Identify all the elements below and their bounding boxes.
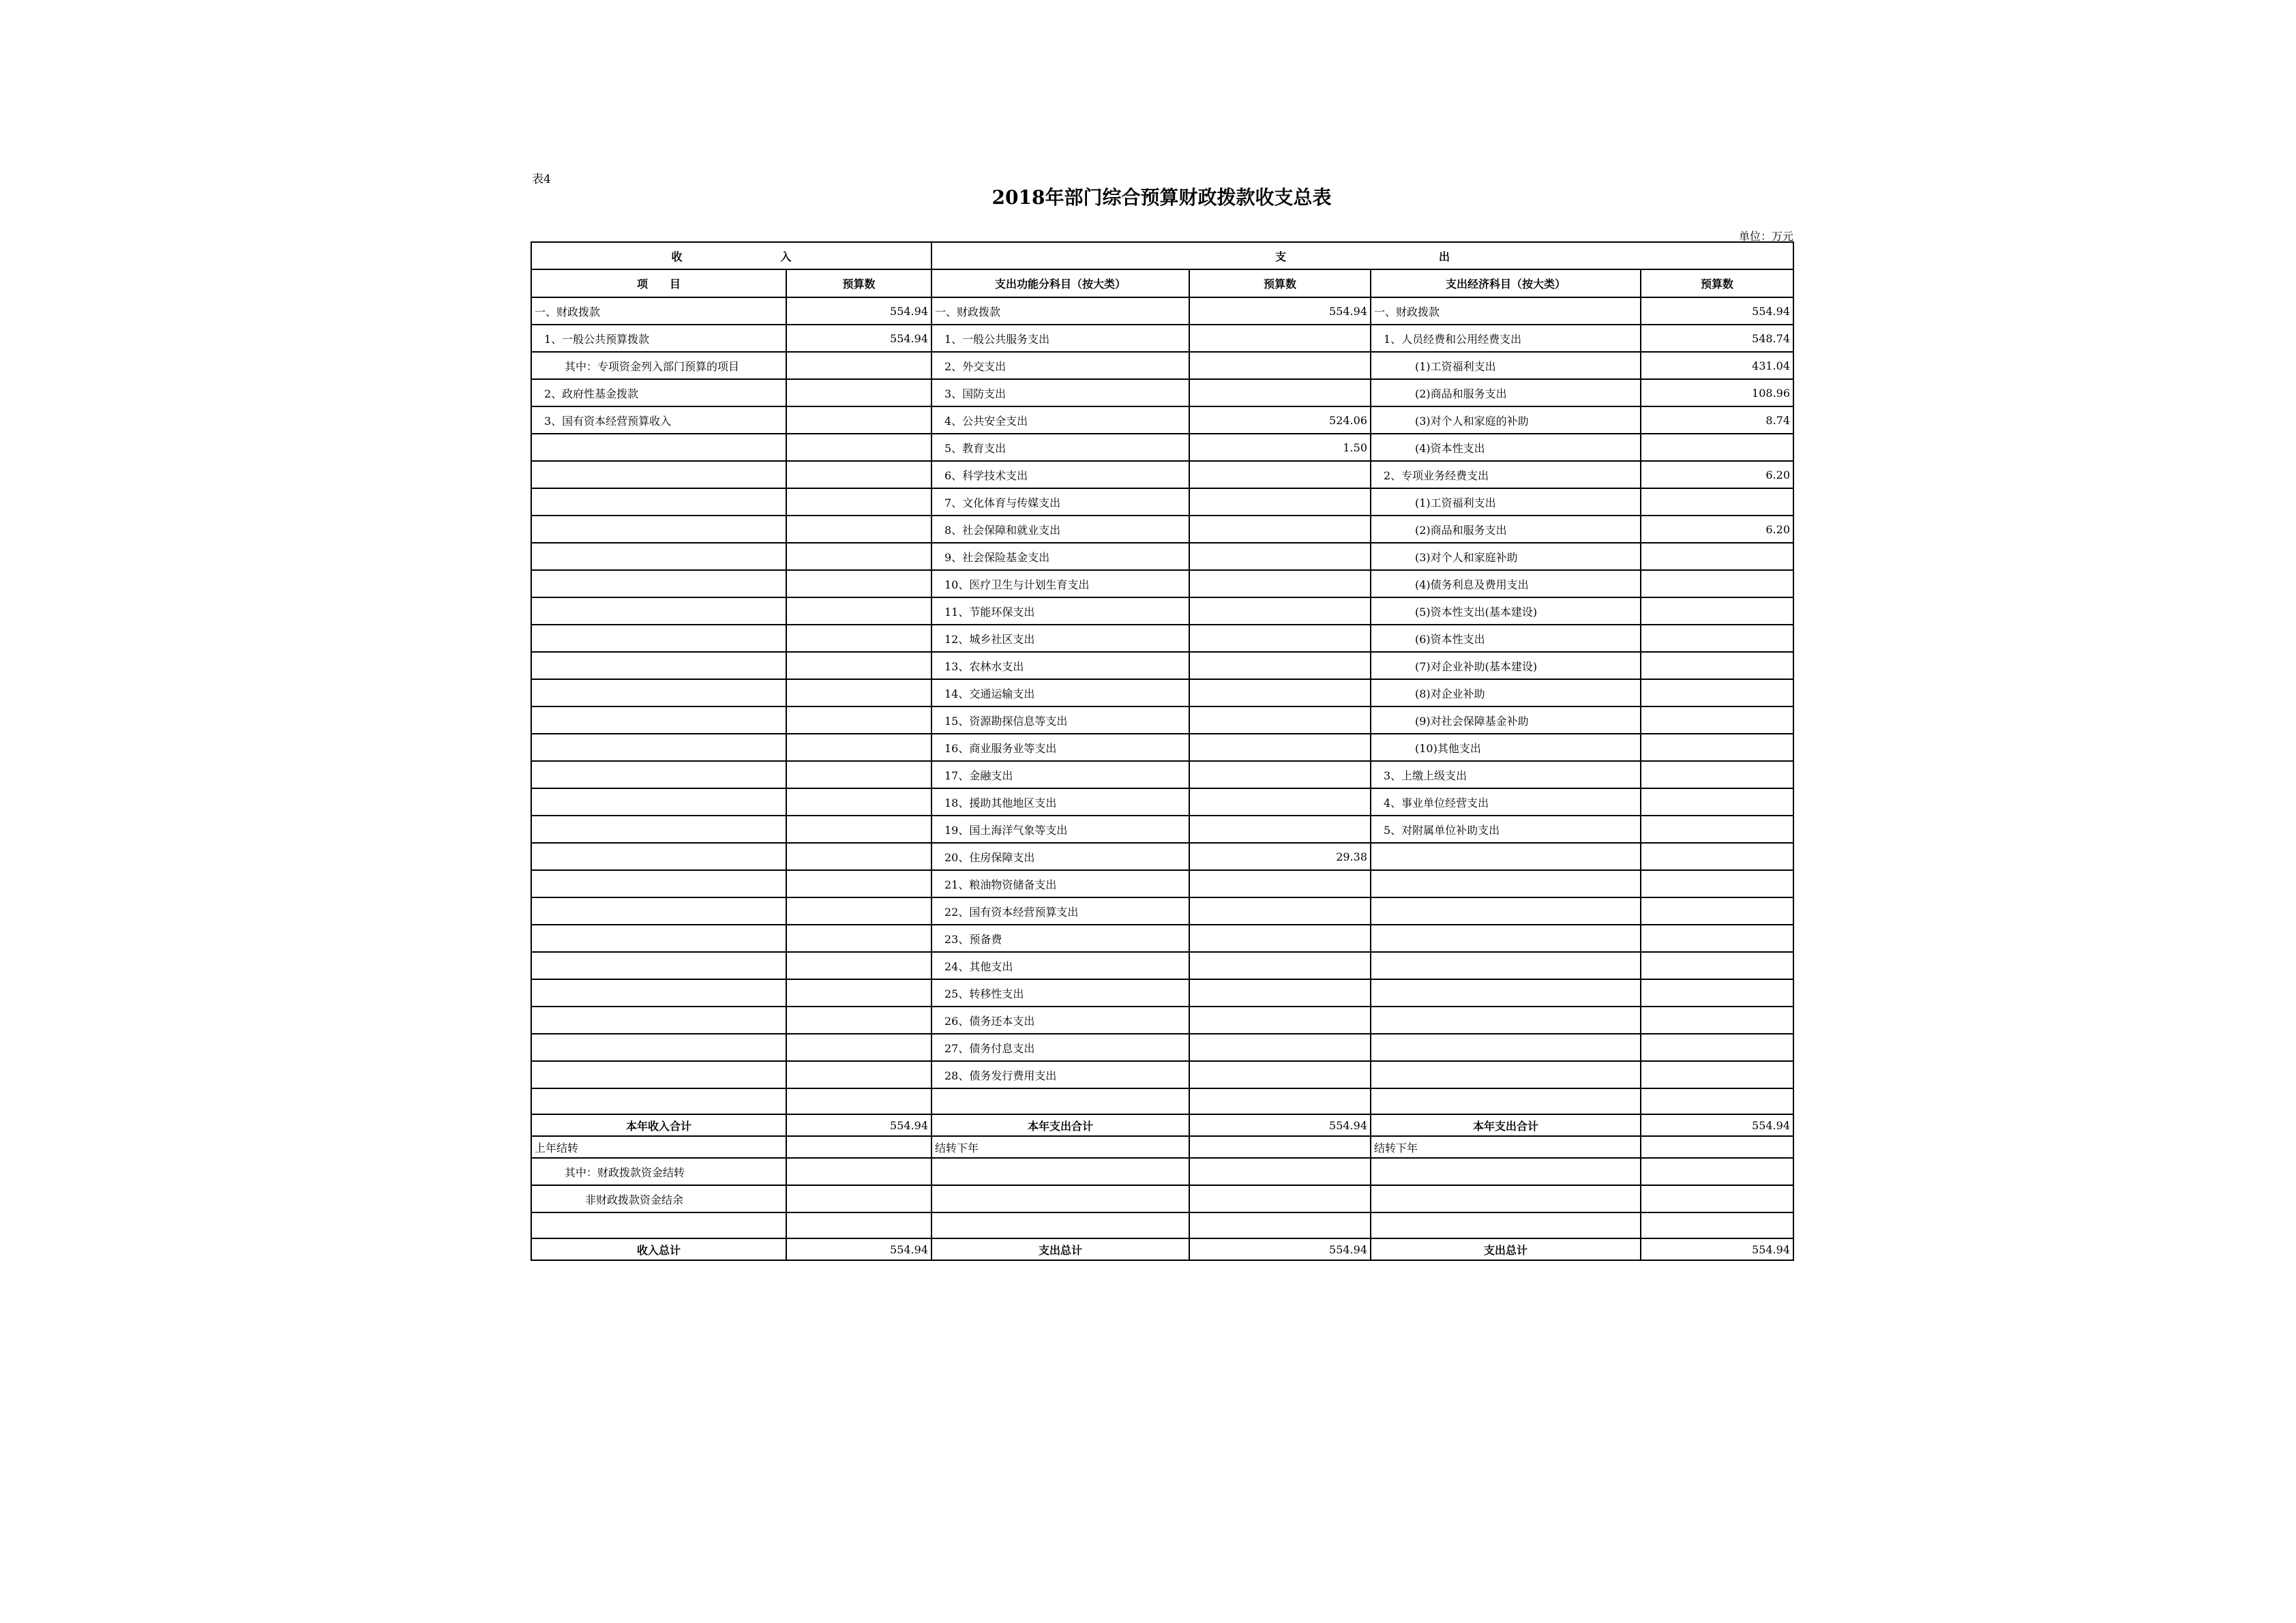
income-amount-cell (786, 625, 931, 652)
econ-amount-cell: 548.74 (1641, 325, 1793, 352)
blank-row (531, 1212, 1793, 1238)
table-row (531, 816, 1793, 843)
income-item-cell (531, 925, 786, 952)
econ-item-cell: 2、专项业务经费支出 (1371, 461, 1641, 488)
income-amount-cell (786, 952, 931, 979)
income-amount-cell (786, 570, 931, 597)
func-amount-cell (1189, 679, 1371, 706)
func-item-cell: 9、社会保险基金支出 (931, 543, 1189, 570)
income-amount-cell (786, 406, 931, 434)
econ-amount-cell (1641, 897, 1793, 925)
econ-amount-cell (1641, 679, 1793, 706)
econ-amount-cell (1641, 652, 1793, 679)
func-item-cell: 11、节能环保支出 (931, 597, 1189, 625)
econ-item-cell: (8)对企业补助 (1371, 679, 1641, 706)
econ-item-cell: (10)其他支出 (1371, 734, 1641, 761)
econ-grand-total-amount: 554.94 (1641, 1238, 1793, 1260)
blank-cell (531, 1212, 786, 1238)
func-amount-cell (1189, 1034, 1371, 1061)
econ-amount-cell: 108.96 (1641, 379, 1793, 406)
func-item-cell: 12、城乡社区支出 (931, 625, 1189, 652)
table-row (531, 325, 1793, 352)
income-item-cell (531, 1061, 786, 1088)
func-amount-cell (1189, 516, 1371, 543)
func-item-cell: 17、金融支出 (931, 761, 1189, 788)
econ-amount-cell (1641, 570, 1793, 597)
income-amount-cell (786, 1061, 931, 1088)
func-year-total-amount: 554.94 (1189, 1114, 1371, 1136)
income-amount-cell (786, 516, 931, 543)
carry-row (531, 1136, 1793, 1158)
econ-amount-cell (1641, 843, 1793, 870)
table-row (531, 1061, 1793, 1088)
table-row (531, 625, 1793, 652)
income-non-fiscal-label: 非财政拨款资金结余 (531, 1185, 786, 1212)
income-item-cell (531, 516, 786, 543)
econ-amount-cell (1641, 597, 1793, 625)
econ-item-cell: (5)资本性支出(基本建设) (1371, 597, 1641, 625)
unit-label: 单位：万元 (1738, 230, 1793, 243)
econ-item-cell: (2)商品和服务支出 (1371, 379, 1641, 406)
blank-cell (1641, 1212, 1793, 1238)
func-item-cell: 25、转移性支出 (931, 979, 1189, 1007)
section-header-row (531, 242, 1793, 269)
income-item-cell (531, 1034, 786, 1061)
func-amount-cell (1189, 761, 1371, 788)
blank-cell (1189, 1158, 1371, 1185)
func-item-cell: 20、住房保障支出 (931, 843, 1189, 870)
econ-amount-cell: 6.20 (1641, 516, 1793, 543)
table-row (531, 1034, 1793, 1061)
func-amount-cell (1189, 1061, 1371, 1088)
blank-cell (1371, 1212, 1641, 1238)
func-next-carry-label: 结转下年 (931, 1136, 1189, 1158)
blank-cell (531, 1088, 786, 1114)
income-amount-cell (786, 1007, 931, 1034)
econ-grand-total-label: 支出总计 (1371, 1238, 1641, 1260)
func-item-cell: 14、交通运输支出 (931, 679, 1189, 706)
income-item-cell (531, 1007, 786, 1034)
blank-cell (786, 1212, 931, 1238)
econ-amount-cell (1641, 788, 1793, 816)
table-row (531, 570, 1793, 597)
func-item-cell: 22、国有资本经营预算支出 (931, 897, 1189, 925)
blank-cell (1189, 1185, 1371, 1212)
income-item-cell (531, 843, 786, 870)
blank-cell (1641, 1185, 1793, 1212)
func-amount-cell (1189, 570, 1371, 597)
econ-amount-cell: 8.74 (1641, 406, 1793, 434)
income-amount-cell (786, 597, 931, 625)
econ-item-cell: 一、财政拨款 (1371, 297, 1641, 325)
income-amount-cell (786, 652, 931, 679)
func-item-cell: 21、粮油物资储备支出 (931, 870, 1189, 897)
table-row (531, 379, 1793, 406)
func-year-total-label: 本年支出合计 (931, 1114, 1189, 1136)
table-row (531, 652, 1793, 679)
econ-next-carry-amount (1641, 1136, 1793, 1158)
income-amount-cell (786, 706, 931, 734)
econ-item-cell: 4、事业单位经营支出 (1371, 788, 1641, 816)
func-item-header: 支出功能分科目（按大类） (931, 269, 1189, 297)
income-amount-cell (786, 679, 931, 706)
income-item-cell (531, 543, 786, 570)
func-amount-cell (1189, 1007, 1371, 1034)
table-row (531, 461, 1793, 488)
table-row (531, 870, 1793, 897)
econ-amount-cell (1641, 979, 1793, 1007)
income-item-cell: 2、政府性基金拨款 (531, 379, 786, 406)
econ-amount-cell (1641, 952, 1793, 979)
income-item-cell (531, 897, 786, 925)
func-amount-cell (1189, 897, 1371, 925)
econ-amount-cell: 431.04 (1641, 352, 1793, 379)
income-item-cell: 3、国有资本经营预算收入 (531, 406, 786, 434)
table-row (531, 488, 1793, 516)
income-item-cell (531, 816, 786, 843)
func-item-cell: 18、援助其他地区支出 (931, 788, 1189, 816)
table-row (531, 706, 1793, 734)
income-item-cell (531, 488, 786, 516)
func-amount-cell (1189, 352, 1371, 379)
econ-amount-cell (1641, 434, 1793, 461)
econ-item-cell: (2)商品和服务支出 (1371, 516, 1641, 543)
blank-cell (1189, 1212, 1371, 1238)
econ-item-header: 支出经济科目（按大类） (1371, 269, 1641, 297)
income-amount-cell (786, 761, 931, 788)
func-amount-cell: 29.38 (1189, 843, 1371, 870)
income-year-total-label: 本年收入合计 (531, 1114, 786, 1136)
income-grand-total-amount: 554.94 (786, 1238, 931, 1260)
econ-amount-cell (1641, 761, 1793, 788)
income-prev-carry-label: 上年结转 (531, 1136, 786, 1158)
econ-amount-cell (1641, 625, 1793, 652)
blank-row (531, 1088, 1793, 1114)
income-amount-cell: 554.94 (786, 325, 931, 352)
func-item-cell: 5、教育支出 (931, 434, 1189, 461)
table-row (531, 788, 1793, 816)
econ-item-cell: 1、人员经费和公用经费支出 (1371, 325, 1641, 352)
blank-cell (1371, 1088, 1641, 1114)
econ-year-total-label: 本年支出合计 (1371, 1114, 1641, 1136)
func-item-cell: 15、资源勘探信息等支出 (931, 706, 1189, 734)
func-amount-cell (1189, 706, 1371, 734)
income-amount-cell: 554.94 (786, 297, 931, 325)
econ-amount-cell (1641, 1007, 1793, 1034)
income-section-header: 收 入 (531, 242, 931, 269)
func-amount-cell (1189, 652, 1371, 679)
func-item-cell: 3、国防支出 (931, 379, 1189, 406)
income-item-cell (531, 625, 786, 652)
budget-table (531, 241, 1794, 1261)
income-amount-cell (786, 352, 931, 379)
blank-cell (931, 1185, 1189, 1212)
func-amount-cell (1189, 625, 1371, 652)
econ-item-cell: (4)债务利息及费用支出 (1371, 570, 1641, 597)
expense-section-header: 支 出 (931, 242, 1793, 269)
table-row (531, 734, 1793, 761)
table-row (531, 925, 1793, 952)
econ-amount-cell (1641, 734, 1793, 761)
econ-item-cell (1371, 1061, 1641, 1088)
econ-item-cell: (6)资本性支出 (1371, 625, 1641, 652)
income-amount-cell (786, 788, 931, 816)
econ-item-cell (1371, 979, 1641, 1007)
blank-cell (1189, 1088, 1371, 1114)
blank-cell (1641, 1088, 1793, 1114)
income-item-cell (531, 761, 786, 788)
blank-cell (1371, 1158, 1641, 1185)
carry-detail-row (531, 1185, 1793, 1212)
func-item-cell: 4、公共安全支出 (931, 406, 1189, 434)
func-item-cell: 26、债务还本支出 (931, 1007, 1189, 1034)
income-amount-cell (786, 734, 931, 761)
func-amount-cell (1189, 461, 1371, 488)
func-amount-cell: 524.06 (1189, 406, 1371, 434)
func-amount-cell (1189, 379, 1371, 406)
income-item-cell (531, 679, 786, 706)
econ-amount-cell (1641, 488, 1793, 516)
econ-item-cell (1371, 1007, 1641, 1034)
func-item-cell: 16、商业服务业等支出 (931, 734, 1189, 761)
income-amount-cell (786, 543, 931, 570)
func-amount-cell (1189, 816, 1371, 843)
econ-amount-cell (1641, 816, 1793, 843)
econ-amount-cell (1641, 706, 1793, 734)
econ-amount-cell: 6.20 (1641, 461, 1793, 488)
grand-total-row (531, 1238, 1793, 1260)
econ-item-cell: (1)工资福利支出 (1371, 352, 1641, 379)
income-amount-cell (786, 1034, 931, 1061)
econ-item-cell: 5、对附属单位补助支出 (1371, 816, 1641, 843)
income-item-cell: 其中：专项资金列入部门预算的项目 (531, 352, 786, 379)
func-amount-cell (1189, 979, 1371, 1007)
table-row (531, 679, 1793, 706)
func-item-cell: 13、农林水支出 (931, 652, 1189, 679)
func-item-cell: 2、外交支出 (931, 352, 1189, 379)
income-item-cell (531, 570, 786, 597)
income-item-cell (531, 870, 786, 897)
econ-item-cell (1371, 843, 1641, 870)
income-amount-cell (786, 979, 931, 1007)
income-item-cell (531, 434, 786, 461)
table-row (531, 843, 1793, 870)
func-item-cell: 6、科学技术支出 (931, 461, 1189, 488)
table-row (531, 761, 1793, 788)
func-item-cell: 10、医疗卫生与计划生育支出 (931, 570, 1189, 597)
func-amount-cell (1189, 734, 1371, 761)
table-row (531, 406, 1793, 434)
blank-cell (931, 1088, 1189, 1114)
table-row (531, 516, 1793, 543)
econ-amount-cell (1641, 1061, 1793, 1088)
func-item-cell: 19、国土海洋气象等支出 (931, 816, 1189, 843)
income-item-cell (531, 788, 786, 816)
func-item-cell: 一、财政拨款 (931, 297, 1189, 325)
func-amount-cell (1189, 597, 1371, 625)
func-amount-cell: 1.50 (1189, 434, 1371, 461)
blank-cell (1371, 1185, 1641, 1212)
econ-item-cell: (7)对企业补助(基本建设) (1371, 652, 1641, 679)
econ-amount-header: 预算数 (1641, 269, 1793, 297)
income-item-header: 项 目 (531, 269, 786, 297)
table-row (531, 597, 1793, 625)
econ-item-cell (1371, 925, 1641, 952)
income-amount-cell (786, 461, 931, 488)
blank-cell (786, 1088, 931, 1114)
func-amount-cell (1189, 488, 1371, 516)
income-amount-cell (786, 843, 931, 870)
table-row (531, 952, 1793, 979)
income-amount-cell (786, 870, 931, 897)
func-item-cell: 8、社会保障和就业支出 (931, 516, 1189, 543)
table-row (531, 1007, 1793, 1034)
func-item-cell: 27、债务付息支出 (931, 1034, 1189, 1061)
func-amount-cell (1189, 870, 1371, 897)
econ-item-cell (1371, 870, 1641, 897)
econ-item-cell: (3)对个人和家庭补助 (1371, 543, 1641, 570)
func-amount-cell: 554.94 (1189, 297, 1371, 325)
income-grand-total-label: 收入总计 (531, 1238, 786, 1260)
func-amount-header: 预算数 (1189, 269, 1371, 297)
income-amount-cell (786, 816, 931, 843)
income-amount-cell (786, 897, 931, 925)
econ-amount-cell: 554.94 (1641, 297, 1793, 325)
func-amount-cell (1189, 325, 1371, 352)
econ-item-cell (1371, 1034, 1641, 1061)
income-item-cell (531, 706, 786, 734)
func-amount-cell (1189, 952, 1371, 979)
income-amount-header: 预算数 (786, 269, 931, 297)
income-item-cell (531, 952, 786, 979)
table-row (531, 543, 1793, 570)
econ-item-cell (1371, 952, 1641, 979)
income-item-cell: 1、一般公共预算拨款 (531, 325, 786, 352)
table-row (531, 979, 1793, 1007)
func-grand-total-label: 支出总计 (931, 1238, 1189, 1260)
carry-detail-row (531, 1158, 1793, 1185)
econ-year-total-amount: 554.94 (1641, 1114, 1793, 1136)
func-item-cell: 28、债务发行费用支出 (931, 1061, 1189, 1088)
table-row (531, 434, 1793, 461)
func-item-cell: 7、文化体育与传媒支出 (931, 488, 1189, 516)
page-title: 2018年部门综合预算财政拨款收支总表 (992, 186, 1332, 209)
func-next-carry-amount (1189, 1136, 1371, 1158)
income-item-cell (531, 734, 786, 761)
econ-item-cell: (9)对社会保障基金补助 (1371, 706, 1641, 734)
econ-item-cell: (3)对个人和家庭的补助 (1371, 406, 1641, 434)
func-amount-cell (1189, 788, 1371, 816)
income-item-cell (531, 652, 786, 679)
table-row (531, 897, 1793, 925)
income-amount-cell (786, 925, 931, 952)
table-row (531, 297, 1793, 325)
blank-cell (931, 1158, 1189, 1185)
income-item-cell (531, 461, 786, 488)
income-item-cell: 一、财政拨款 (531, 297, 786, 325)
econ-next-carry-label: 结转下年 (1371, 1136, 1641, 1158)
blank-cell (786, 1185, 931, 1212)
func-grand-total-amount: 554.94 (1189, 1238, 1371, 1260)
column-header-row (531, 269, 1793, 297)
econ-item-cell: 3、上缴上级支出 (1371, 761, 1641, 788)
income-item-cell (531, 979, 786, 1007)
func-item-cell: 1、一般公共服务支出 (931, 325, 1189, 352)
blank-cell (786, 1158, 931, 1185)
income-amount-cell (786, 379, 931, 406)
income-amount-cell (786, 434, 931, 461)
econ-amount-cell (1641, 543, 1793, 570)
func-item-cell: 24、其他支出 (931, 952, 1189, 979)
income-amount-cell (786, 488, 931, 516)
func-amount-cell (1189, 543, 1371, 570)
table-number: 表4 (532, 173, 551, 186)
income-item-cell (531, 597, 786, 625)
econ-item-cell (1371, 897, 1641, 925)
econ-amount-cell (1641, 870, 1793, 897)
table-row (531, 352, 1793, 379)
econ-item-cell: (1)工资福利支出 (1371, 488, 1641, 516)
func-amount-cell (1189, 925, 1371, 952)
blank-cell (931, 1212, 1189, 1238)
income-year-total-amount: 554.94 (786, 1114, 931, 1136)
year-total-row (531, 1114, 1793, 1136)
blank-cell (1641, 1158, 1793, 1185)
econ-item-cell: (4)资本性支出 (1371, 434, 1641, 461)
func-item-cell: 23、预备费 (931, 925, 1189, 952)
income-prev-carry-amount (786, 1136, 931, 1158)
econ-amount-cell (1641, 925, 1793, 952)
income-of-which-label: 其中：财政拨款资金结转 (531, 1158, 786, 1185)
econ-amount-cell (1641, 1034, 1793, 1061)
